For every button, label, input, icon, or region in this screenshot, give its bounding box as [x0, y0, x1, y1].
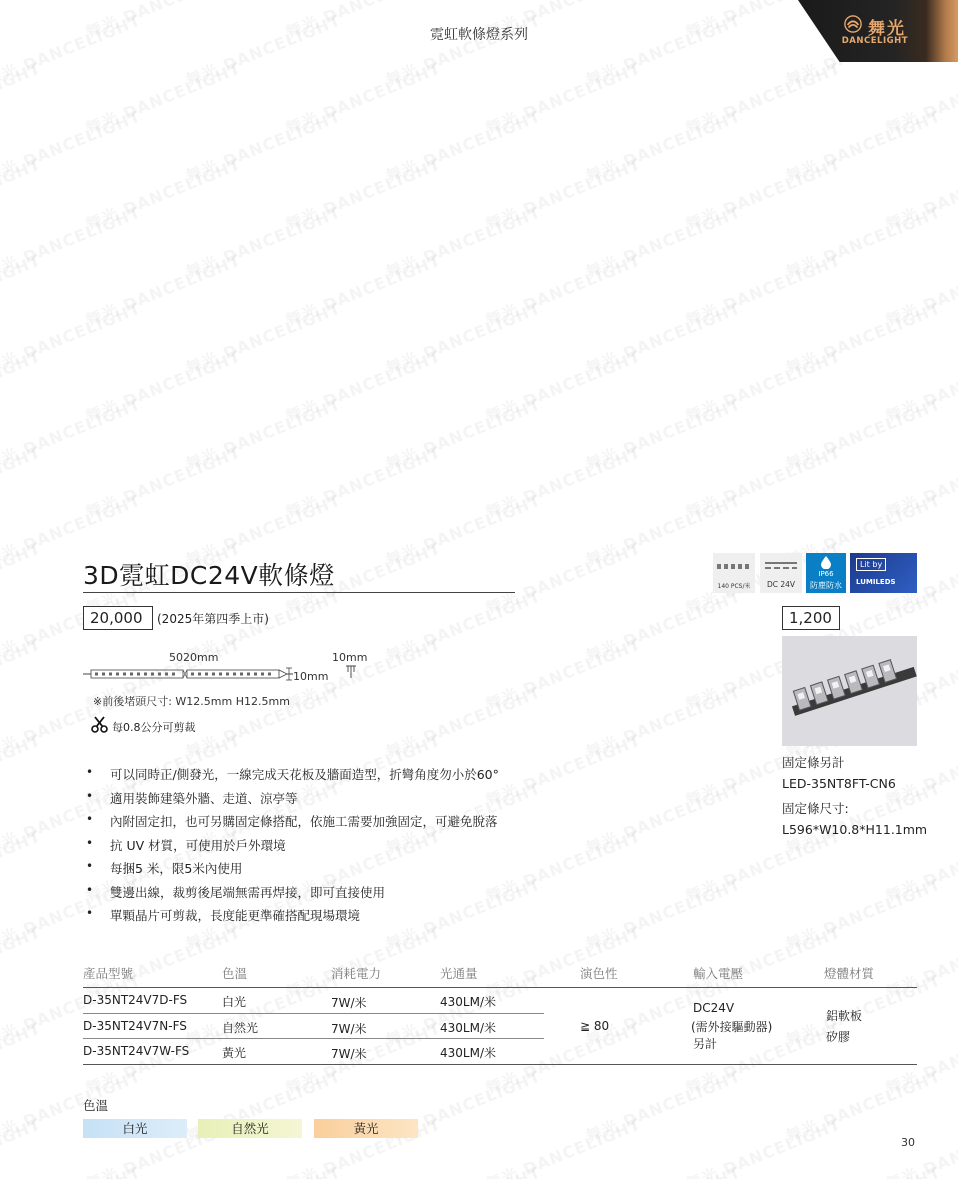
- accessory-size-label: 固定條尺寸:: [782, 801, 849, 816]
- watermark-text: [282, 440, 444, 523]
- watermark-text: [482, 728, 644, 811]
- watermark-text: [182, 8, 344, 91]
- watermark-text: [0, 200, 144, 283]
- watermark-text: [482, 824, 644, 907]
- cell-cri: ≧ 80: [580, 1019, 610, 1033]
- watermark-text: [382, 1160, 544, 1179]
- watermark-text: [0, 296, 144, 379]
- watermark-text: [482, 248, 644, 331]
- watermark-text: [182, 200, 344, 283]
- cell-voltage-line1: DC24V: [693, 1001, 735, 1015]
- watermark-text: [882, 1112, 958, 1179]
- column-header-flux: 光通量: [440, 966, 478, 981]
- watermark-text: [0, 824, 44, 907]
- watermark-text: [882, 248, 958, 331]
- watermark-text: [82, 248, 244, 331]
- watermark-text: [0, 920, 44, 1003]
- watermark-text: [682, 248, 844, 331]
- watermark-text: [882, 56, 958, 139]
- feature-item: • 適用裝飾建築外牆、走道、涼亭等: [86, 788, 298, 806]
- watermark-text: [382, 104, 544, 187]
- watermark-text: [182, 392, 344, 475]
- watermark-text: [782, 1064, 944, 1147]
- watermark-text: [282, 920, 444, 1003]
- cell-power: 7W/米: [331, 1047, 367, 1061]
- led-count-icon: [713, 553, 755, 593]
- watermark-text: [582, 872, 744, 955]
- page-number: 30: [901, 1136, 915, 1149]
- dimension-width: 10mm: [293, 670, 329, 683]
- watermark-text: [582, 296, 744, 379]
- accessory-note: 固定條另計: [782, 755, 845, 770]
- accessory-price: 1,200: [782, 606, 840, 630]
- cell-flux: 430LM/米: [440, 995, 496, 1009]
- watermark-text: [0, 536, 44, 619]
- series-title: 霓虹軟條燈系列: [430, 27, 528, 43]
- watermark-text: [0, 152, 44, 235]
- brand-logo-icon: [844, 15, 862, 33]
- dimension-height: 10mm: [332, 651, 368, 664]
- watermark-text: [682, 344, 844, 427]
- watermark-text: [182, 296, 344, 379]
- watermark-text: [482, 920, 644, 1003]
- watermark-text: [382, 296, 544, 379]
- accessory-size: L596*W10.8*H11.1mm: [782, 822, 928, 837]
- cell-model: D-35NT24V7D-FS: [83, 993, 188, 1007]
- lumileds-label: LUMILEDS: [856, 578, 896, 586]
- dimension-length: 5020mm: [169, 651, 219, 664]
- brand-name-cn: 舞光: [868, 19, 906, 39]
- watermark-text: [0, 56, 44, 139]
- watermark-text: [0, 728, 44, 811]
- waterproof-icon: [806, 553, 846, 593]
- brand-logo: [798, 0, 958, 62]
- cell-model: D-35NT24V7W-FS: [83, 1044, 190, 1058]
- feature-item: • 雙邊出線，裁剪後尾端無需再焊接，即可直接使用: [86, 882, 386, 900]
- end-cap-note: ※前後堵頭尺寸: W12.5mm H12.5mm: [93, 695, 290, 708]
- watermark-text: [382, 680, 544, 763]
- watermark-text: [782, 296, 944, 379]
- cell-model: D-35NT24V7N-FS: [83, 1019, 187, 1033]
- cell-cct: 自然光: [222, 1021, 259, 1035]
- watermark-text: [0, 104, 144, 187]
- table-bottom-rule: [83, 1064, 917, 1065]
- watermark-text: [782, 1160, 944, 1179]
- mounting-clip-photo: [782, 636, 917, 746]
- table-row-rule: [83, 1038, 544, 1039]
- watermark-text: [682, 56, 844, 139]
- watermark-text: [782, 104, 944, 187]
- watermark-text: [182, 1160, 344, 1179]
- watermark-text: [582, 776, 744, 859]
- feature-item: • 單顆晶片可剪裁，長度能更準確搭配現場環境: [86, 906, 361, 923]
- watermark-text: [0, 1016, 44, 1099]
- watermark-text: [582, 584, 744, 667]
- feature-item: • 抗 UV 材質，可使用於戶外環境: [86, 835, 286, 853]
- watermark-text: [182, 104, 344, 187]
- swatch-white: 白光: [83, 1119, 187, 1138]
- watermark-text: [782, 872, 944, 955]
- watermark-text: [0, 344, 44, 427]
- watermark-text: [482, 632, 644, 715]
- watermark-text: [682, 440, 844, 523]
- cut-note: 每0.8公分可剪裁: [112, 721, 196, 734]
- watermark-text: [82, 344, 244, 427]
- watermark-text: [82, 56, 244, 139]
- column-header-material: 燈體材質: [824, 966, 875, 981]
- cell-flux: 430LM/米: [440, 1046, 496, 1060]
- watermark-text: [82, 920, 244, 1003]
- table-header-rule: [83, 987, 917, 988]
- watermark-text: [382, 200, 544, 283]
- watermark-text: [0, 392, 144, 475]
- cell-voltage-line2: (需外接驅動器): [691, 1020, 773, 1034]
- watermark-text: [282, 344, 444, 427]
- cell-cct: 黃光: [222, 1046, 247, 1060]
- watermark-text: [0, 248, 44, 331]
- voltage-icon: [760, 553, 802, 593]
- watermark-text: [582, 680, 744, 763]
- scissors-icon: [91, 716, 108, 733]
- watermark-text: [882, 1016, 958, 1099]
- column-header-model: 產品型號: [83, 966, 134, 981]
- feature-item: • 內附固定扣，也可另購固定條搭配，依施工需要加強固定，可避免脫落: [86, 812, 498, 829]
- cell-power: 7W/米: [331, 1022, 367, 1036]
- watermark-text: [0, 1160, 144, 1179]
- watermark-text: [582, 1064, 744, 1147]
- watermark-text: [582, 392, 744, 475]
- product-title: 3D霓虹DC24V軟條燈: [83, 561, 335, 590]
- watermark-text: [0, 1112, 44, 1179]
- watermark-text: [782, 392, 944, 475]
- watermark-text: [582, 1160, 744, 1179]
- watermark-text: [382, 8, 544, 91]
- title-divider: [83, 592, 515, 593]
- watermark-text: [0, 632, 44, 715]
- column-header-power: 消耗電力: [331, 966, 382, 981]
- brand-name-en: DANCELIGHT: [841, 36, 908, 46]
- watermark-text: [482, 536, 644, 619]
- led-count-label: 140 PCS/米: [717, 583, 751, 590]
- watermark-text: [382, 392, 544, 475]
- waterproof-rating: IP66: [818, 570, 834, 578]
- lumileds-icon: [850, 553, 917, 593]
- watermark-text: [482, 440, 644, 523]
- table-row-rule: [83, 1013, 544, 1014]
- swatch-natural: 自然光: [198, 1119, 302, 1138]
- watermark-text: [0, 440, 44, 523]
- watermark-text: [82, 152, 244, 235]
- feature-item: • 每捆5 米，限5米內使用: [86, 859, 243, 876]
- watermark-text: [382, 488, 544, 571]
- swatch-warm: 黃光: [314, 1119, 418, 1138]
- column-header-voltage: 輸入電壓: [693, 966, 744, 981]
- watermark-text: [582, 200, 744, 283]
- column-header-cri: 演色性: [580, 966, 618, 981]
- watermark-text: [382, 584, 544, 667]
- voltage-label: DC 24V: [766, 580, 796, 589]
- cell-flux: 430LM/米: [440, 1021, 496, 1035]
- watermark-text: [282, 152, 444, 235]
- watermark-text: [582, 8, 744, 91]
- watermark-text: [882, 440, 958, 523]
- watermark-text: [82, 440, 244, 523]
- watermark-text: [682, 152, 844, 235]
- feature-item: • 可以同時正/側發光，一線完成天花板及牆面造型，折彎角度勿小於60°: [86, 765, 499, 782]
- watermark-text: [682, 1112, 844, 1179]
- watermark-text: [782, 200, 944, 283]
- watermark-text: [282, 56, 444, 139]
- color-temp-label: 色溫: [83, 1098, 109, 1113]
- accessory-model: LED-35NT8FT-CN6: [782, 776, 896, 791]
- lumileds-litby: Lit by: [856, 558, 886, 571]
- cell-power: 7W/米: [331, 996, 367, 1010]
- watermark-text: [482, 344, 644, 427]
- watermark-text: [882, 152, 958, 235]
- cell-material-line1: 鋁軟板: [826, 1009, 863, 1023]
- watermark-text: [882, 344, 958, 427]
- watermark-text: [282, 248, 444, 331]
- watermark-text: [0, 8, 144, 91]
- watermark-text: [882, 920, 958, 1003]
- watermark-text: [682, 920, 844, 1003]
- launch-note: (2025年第四季上市): [157, 612, 269, 626]
- waterproof-label: 防塵防水: [810, 581, 842, 590]
- cell-material-line2: 矽膠: [826, 1030, 851, 1044]
- watermark-text: [582, 104, 744, 187]
- cell-cct: 白光: [222, 995, 247, 1009]
- cell-voltage-line3: 另計: [693, 1037, 718, 1051]
- watermark-text: [482, 152, 644, 235]
- product-price: 20,000: [83, 606, 153, 630]
- watermark-text: [482, 1016, 644, 1099]
- feature-list: [86, 765, 499, 930]
- watermark-text: [482, 1112, 644, 1179]
- column-header-cct: 色溫: [222, 966, 248, 981]
- watermark-text: [482, 56, 644, 139]
